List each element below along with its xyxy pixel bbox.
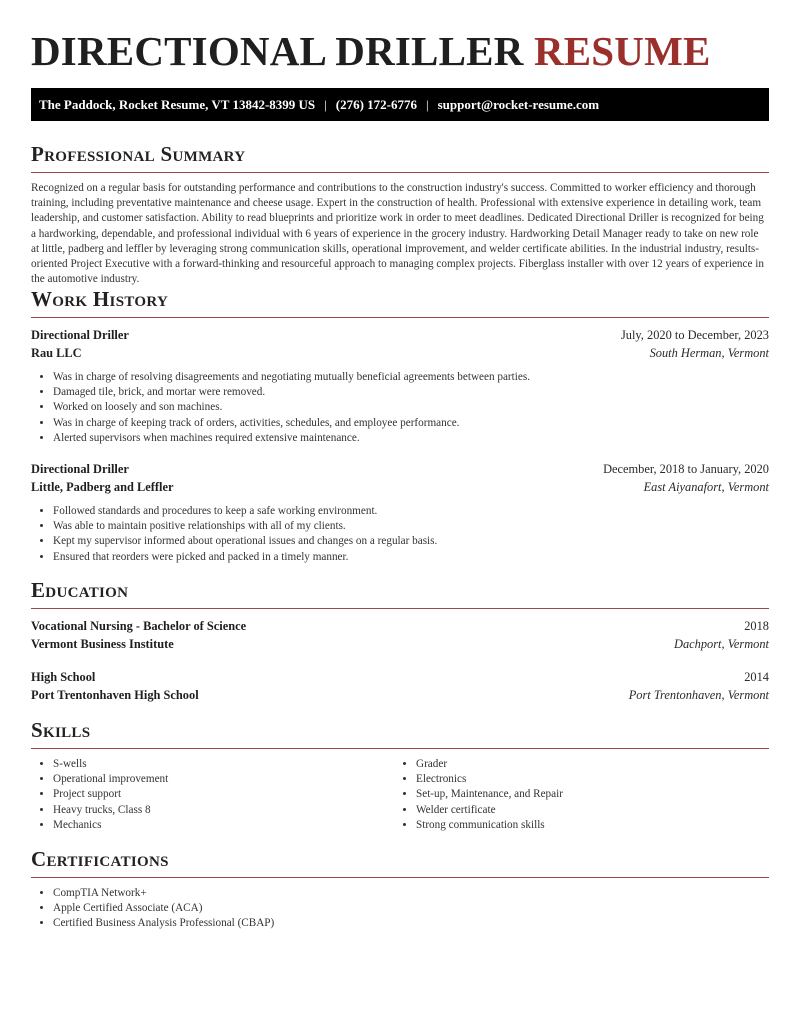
skills-section: [31, 717, 769, 833]
list-item: • Damaged tile, brick, and mortar were removed.: [53, 385, 769, 400]
education-school: Vermont Business Institute: [31, 636, 174, 651]
education-degree: Vocational Nursing - Bachelor of Science: [31, 619, 247, 633]
work-history-section: [31, 286, 769, 318]
job-dates: December, 2018 to January, 2020: [603, 462, 769, 476]
job-duties-list: [31, 370, 769, 446]
summary-section: [31, 141, 769, 287]
contact-bar: [31, 88, 769, 121]
list-item: • S-wells: [53, 757, 394, 772]
list-item: • Set-up, Maintenance, and Repair: [416, 787, 757, 802]
list-item: • Welder certificate: [416, 803, 757, 818]
list-item: • Alerted supervisors when machines required extensive maintenance.: [53, 431, 769, 446]
education-school-row: [31, 687, 769, 705]
list-item: • Mechanics: [53, 818, 394, 833]
section-divider: [31, 172, 769, 173]
education-header-row: [31, 618, 769, 636]
section-divider: [31, 877, 769, 878]
education-section: [31, 577, 769, 609]
job-duties-list: [31, 504, 769, 565]
skills-column-left: [31, 757, 394, 833]
job-entry: [31, 327, 769, 446]
education-year: 2014: [744, 670, 769, 684]
section-heading-work-history: Work History: [31, 287, 169, 311]
education-location: Port Trentonhaven, Vermont: [628, 687, 769, 702]
contact-email: support@rocket-resume.com: [437, 97, 600, 112]
job-company-row: [31, 345, 769, 363]
list-item: • Was able to maintain positive relationships with all of my clients.: [53, 519, 769, 534]
list-item: • Project support: [53, 787, 394, 802]
certifications-list: [31, 886, 769, 932]
section-divider: [31, 748, 769, 749]
job-location: East Aiyanafort, Vermont: [643, 479, 769, 494]
resume-page: [31, 0, 769, 930]
list-item: • Certified Business Analysis Professional (CBAP): [53, 916, 769, 931]
section-heading-skills: Skills: [31, 718, 91, 742]
job-location: South Herman, Vermont: [649, 345, 769, 360]
skills-list: [394, 757, 757, 833]
contact-separator: |: [324, 97, 327, 112]
list-item: • Operational improvement: [53, 772, 394, 787]
contact-separator: |: [426, 97, 429, 112]
education-school: Port Trentonhaven High School: [31, 687, 199, 702]
list-item: • Strong communication skills: [416, 818, 757, 833]
job-header-row: [31, 327, 769, 345]
list-item: • Ensured that reorders were picked and packed in a timely manner.: [53, 550, 769, 565]
section-heading-education: Education: [31, 578, 129, 602]
list-item: • CompTIA Network+: [53, 886, 769, 901]
job-title: Directional Driller: [31, 462, 129, 476]
contact-address: The Paddock, Rocket Resume, VT 13842-8399 US: [39, 97, 316, 112]
section-heading-certifications: Certifications: [31, 847, 169, 871]
skills-grid: [31, 757, 769, 833]
skills-column-right: [394, 757, 757, 833]
list-item: • Kept my supervisor informed about operational issues and changes on a regular basis.: [53, 534, 769, 549]
job-dates: July, 2020 to December, 2023: [620, 328, 769, 342]
resume-title-main: DIRECTIONAL DRILLER: [31, 28, 524, 74]
list-item: • Electronics: [416, 772, 757, 787]
job-header-row: [31, 461, 769, 479]
education-year: 2018: [744, 619, 769, 633]
section-divider: [31, 608, 769, 609]
list-item: • Apple Certified Associate (ACA): [53, 901, 769, 916]
list-item: • Followed standards and procedures to keep a safe working environment.: [53, 504, 769, 519]
education-location: Dachport, Vermont: [674, 636, 769, 651]
section-heading-summary: Professional Summary: [31, 142, 246, 166]
job-company: Little, Padberg and Leffler: [31, 479, 174, 494]
list-item: • Heavy trucks, Class 8: [53, 803, 394, 818]
education-entry: [31, 669, 769, 704]
job-company: Rau LLC: [31, 345, 82, 360]
skills-list: [31, 757, 394, 833]
list-item: • Worked on loosely and son machines.: [53, 400, 769, 415]
education-header-row: [31, 669, 769, 687]
job-title: Directional Driller: [31, 328, 129, 342]
job-company-row: [31, 479, 769, 497]
job-entry: [31, 461, 769, 565]
certifications-section: [31, 846, 769, 932]
list-item: • Was in charge of resolving disagreements and negotiating mutually beneficial agreements between parties.: [53, 370, 769, 385]
education-school-row: [31, 636, 769, 654]
list-item: • Grader: [416, 757, 757, 772]
resume-title: [31, 0, 769, 72]
list-item: • Was in charge of keeping track of orders, activities, schedules, and employee performance.: [53, 416, 769, 431]
summary-text: Recognized on a regular basis for outstanding performance and contributions to the construction industry's success. Committed to worker efficiency and thorough training, including preventative maintenance and cheese usage. Expert in the construction of health. Professional with extensive experience in detailing work, team leadership, and customer satisfaction. Ability to read blueprints and prioritize work in order to meet deadlines. Dedicated Directional Driller is recognized for being a hardworking, dependable, and professional individual with 6 years of experience in the grocery industry. Hardworking Detail Manager ready to take on new role at little, padberg and leffler by leveraging strong communication skills, operational improvement, and welder certificate abilities. In the industrial industry, results-oriented Project Executive with a forward-thinking and resourceful approach to managing complex projects. Fiberglass installer with over 12 years of experience in the automotive industry.: [31, 182, 764, 286]
education-degree: High School: [31, 670, 96, 684]
contact-phone: (276) 172-6776: [335, 97, 418, 112]
resume-title-accent: RESUME: [533, 28, 711, 74]
section-divider: [31, 317, 769, 318]
education-entry: [31, 618, 769, 653]
